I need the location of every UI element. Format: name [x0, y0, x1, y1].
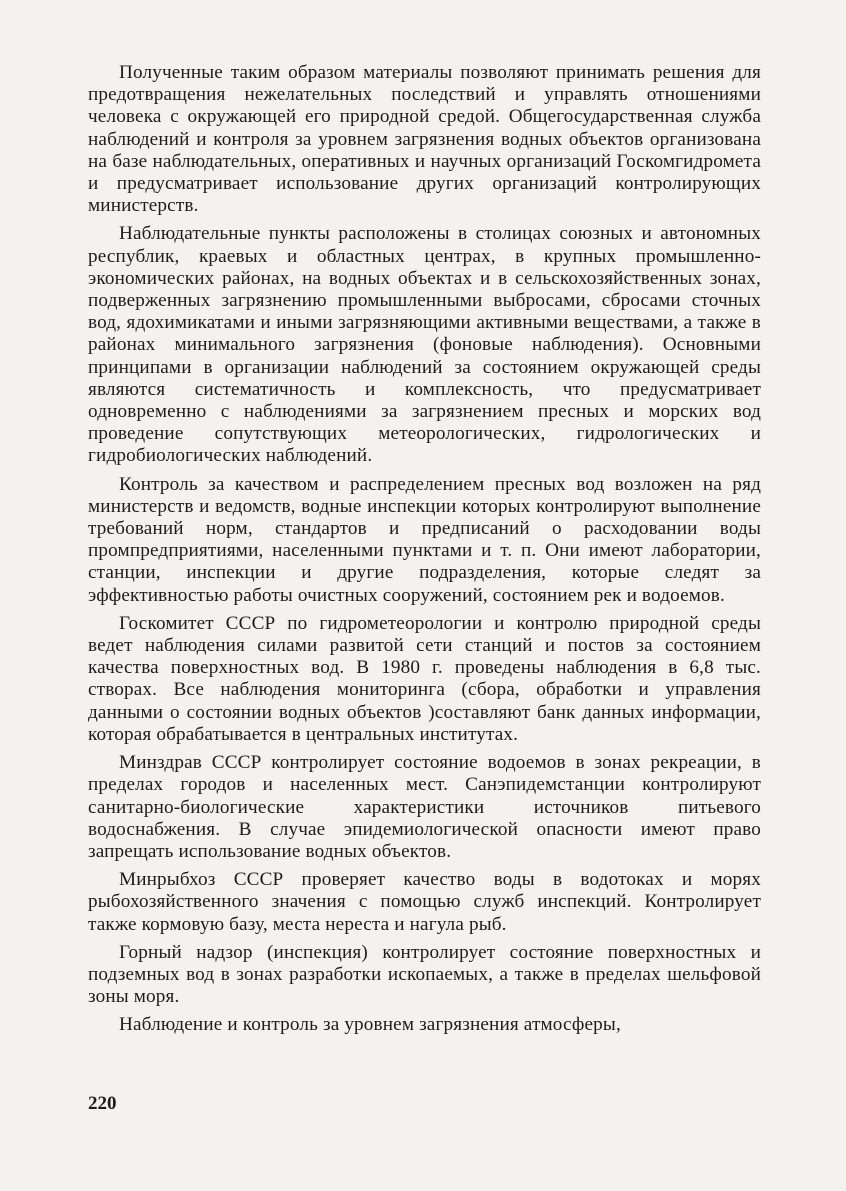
paragraph: Госкомитет СССР по гидрометеорологии и контролю природной среды ведет наблюдения силами развитой сети станций и постов за состоянием качества поверхностных вод. В 1980 г. проведены наблюдения в 6,8 тыс. створах. Все наблюдения мониторинга (сбора, обработки и управления данными о состоянии водных объектов )составляют банк данных информации, которая обрабатывается в центральных институтах. — [88, 612, 761, 745]
page-number: 220 — [88, 1093, 117, 1114]
paragraph: Горный надзор (инспекция) контролирует состояние поверхностных и подземных вод в зонах разработки ископаемых, а также в пределах шельфовой зоны моря. — [88, 941, 761, 1008]
paragraph: Наблюдение и контроль за уровнем загрязнения атмосферы, — [119, 1014, 621, 1036]
paragraph: Минрыбхоз СССР проверяет качество воды в водотоках и морях рыбохозяйственного значения с помощью служб инспекций. Контролирует также кормовую базу, места нереста и нагула рыб. — [88, 869, 761, 935]
paragraph: Контроль за качеством и распределением пресных вод возложен на ряд министерств и ведомств, водные инспекции которых контролируют выполнение требований норм, стандартов и предписаний о расходовании воды промпредприятиями, населенными пунктами и т. п. Они имеют лаборатории, станции, инспекции и другие подразделения, которые следят за эффективностью работы очистных сооружений, состоянием рек и водоемов. — [88, 473, 761, 606]
page-body — [88, 62, 761, 1037]
paragraph: Наблюдательные пункты расположены в столицах союзных и автономных республик, краевых и областных центрах, в крупных промышленно-экономических районах, на водных объектах и в сельскохозяйственных зонах, подверженных загрязнению промышленными выбросами, сбросами сточных вод, ядохимикатами и иными загрязняющими активными веществами, а также в районах минимального загрязнения (фоновые наблюдения). Основными принципами в организации наблюдений за состоянием окружающей среды являются систематичность и комплексность, что предусматривает одновременно с наблюдениями за загрязнением пресных и морских вод проведение сопутствующих метеорологических, гидрологических и гидробиологических наблюдений. — [88, 223, 761, 467]
paragraph: Минздрав СССР контролирует состояние водоемов в зонах рекреации, в пределах городов и населенных мест. Санэпидемстанции контролируют санитарно-биологические характеристики источников питьевого водоснабжения. В случае эпидемиологической опасности имеют право запрещать использование водных объектов. — [88, 752, 761, 862]
paragraph: Полученные таким образом материалы позволяют принимать решения для предотвращения нежелательных последствий и управлять отношениями человека с окружающей его природной средой. Общегосударственная служба наблюдений и контроля за уровнем загрязнения водных объектов организована на базе наблюдательных, оперативных и научных организаций Госкомгидромета и предусматривает использование других организаций контролирующих министерств. — [88, 62, 761, 217]
